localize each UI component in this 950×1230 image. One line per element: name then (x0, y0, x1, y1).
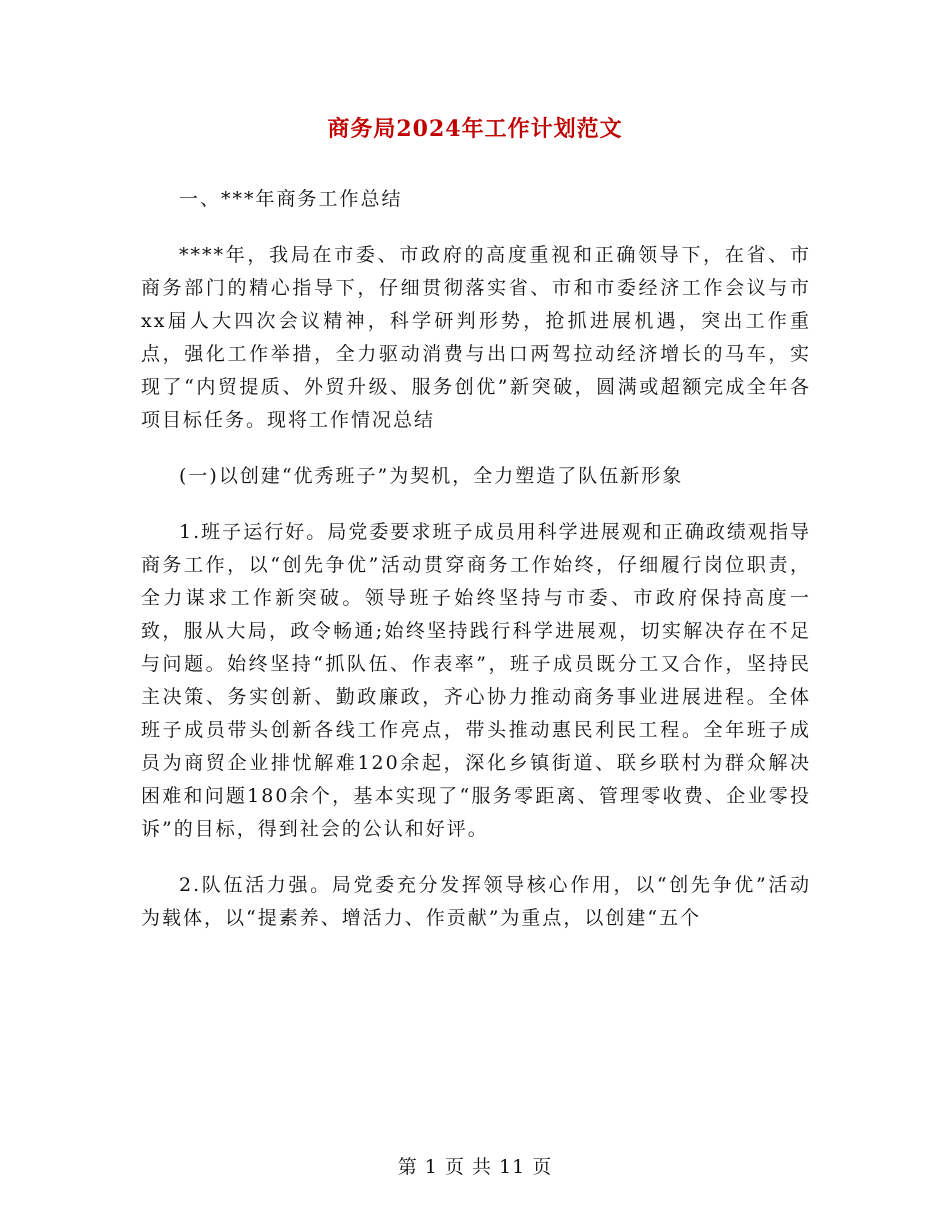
document-body (141, 183, 811, 958)
body-paragraph: ****年，我局在市委、市政府的高度重视和正确领导下，在省、市商务部门的精心指导下，仔细贯彻落实省、市和市委经济工作会议与市xx届人大四次会议精神，科学研判形势，抢抓进展机遇，突出工作重点，强化工作举措，全力驱动消费与出口两驾拉动经济增长的马车，实现了“内贸提质、外贸升级、服务创优”新突破，圆满或超额完成全年各项目标任务。现将工作情况总结 (141, 244, 811, 431)
document-title: 商务局2024年工作计划范文 (327, 116, 623, 142)
section-heading: 一、***年商务工作总结 (179, 188, 403, 210)
body-paragraph: 2.队伍活力强。局党委充分发挥领导核心作用，以“创先争优”活动为载体，以“提素养、增活力、作贡献”为重点，以创建“五个 (141, 874, 811, 929)
body-paragraph: 1.班子运行好。局党委要求班子成员用科学进展观和正确政绩观指导商务工作，以“创先争优”活动贯穿商务工作始终，仔细履行岗位职责，全力谋求工作新突破。领导班子始终坚持与市委、市政府保持高度一致，服从大局，政令畅通;始终坚持践行科学进展观，切实解决存在不足与问题。始终坚持“抓队伍、作表率”，班子成员既分工又合作，坚持民主决策、务实创新、勤政廉政，齐心协力推动商务事业进展进程。全体班子成员带头创新各线工作亮点，带头推动惠民利民工程。全年班子成员为商贸企业排忧解难120余起，深化乡镇街道、联乡联村为群众解决困难和问题180余个，基本实现了“服务零距离、管理零收费、企业零投诉”的目标，得到社会的公认和好评。 (141, 521, 811, 840)
page-number-footer: 第 1 页 共 11 页 (397, 1156, 553, 1178)
subsection-heading: (一)以创建“优秀班子”为契机，全力塑造了队伍新形象 (179, 465, 684, 487)
